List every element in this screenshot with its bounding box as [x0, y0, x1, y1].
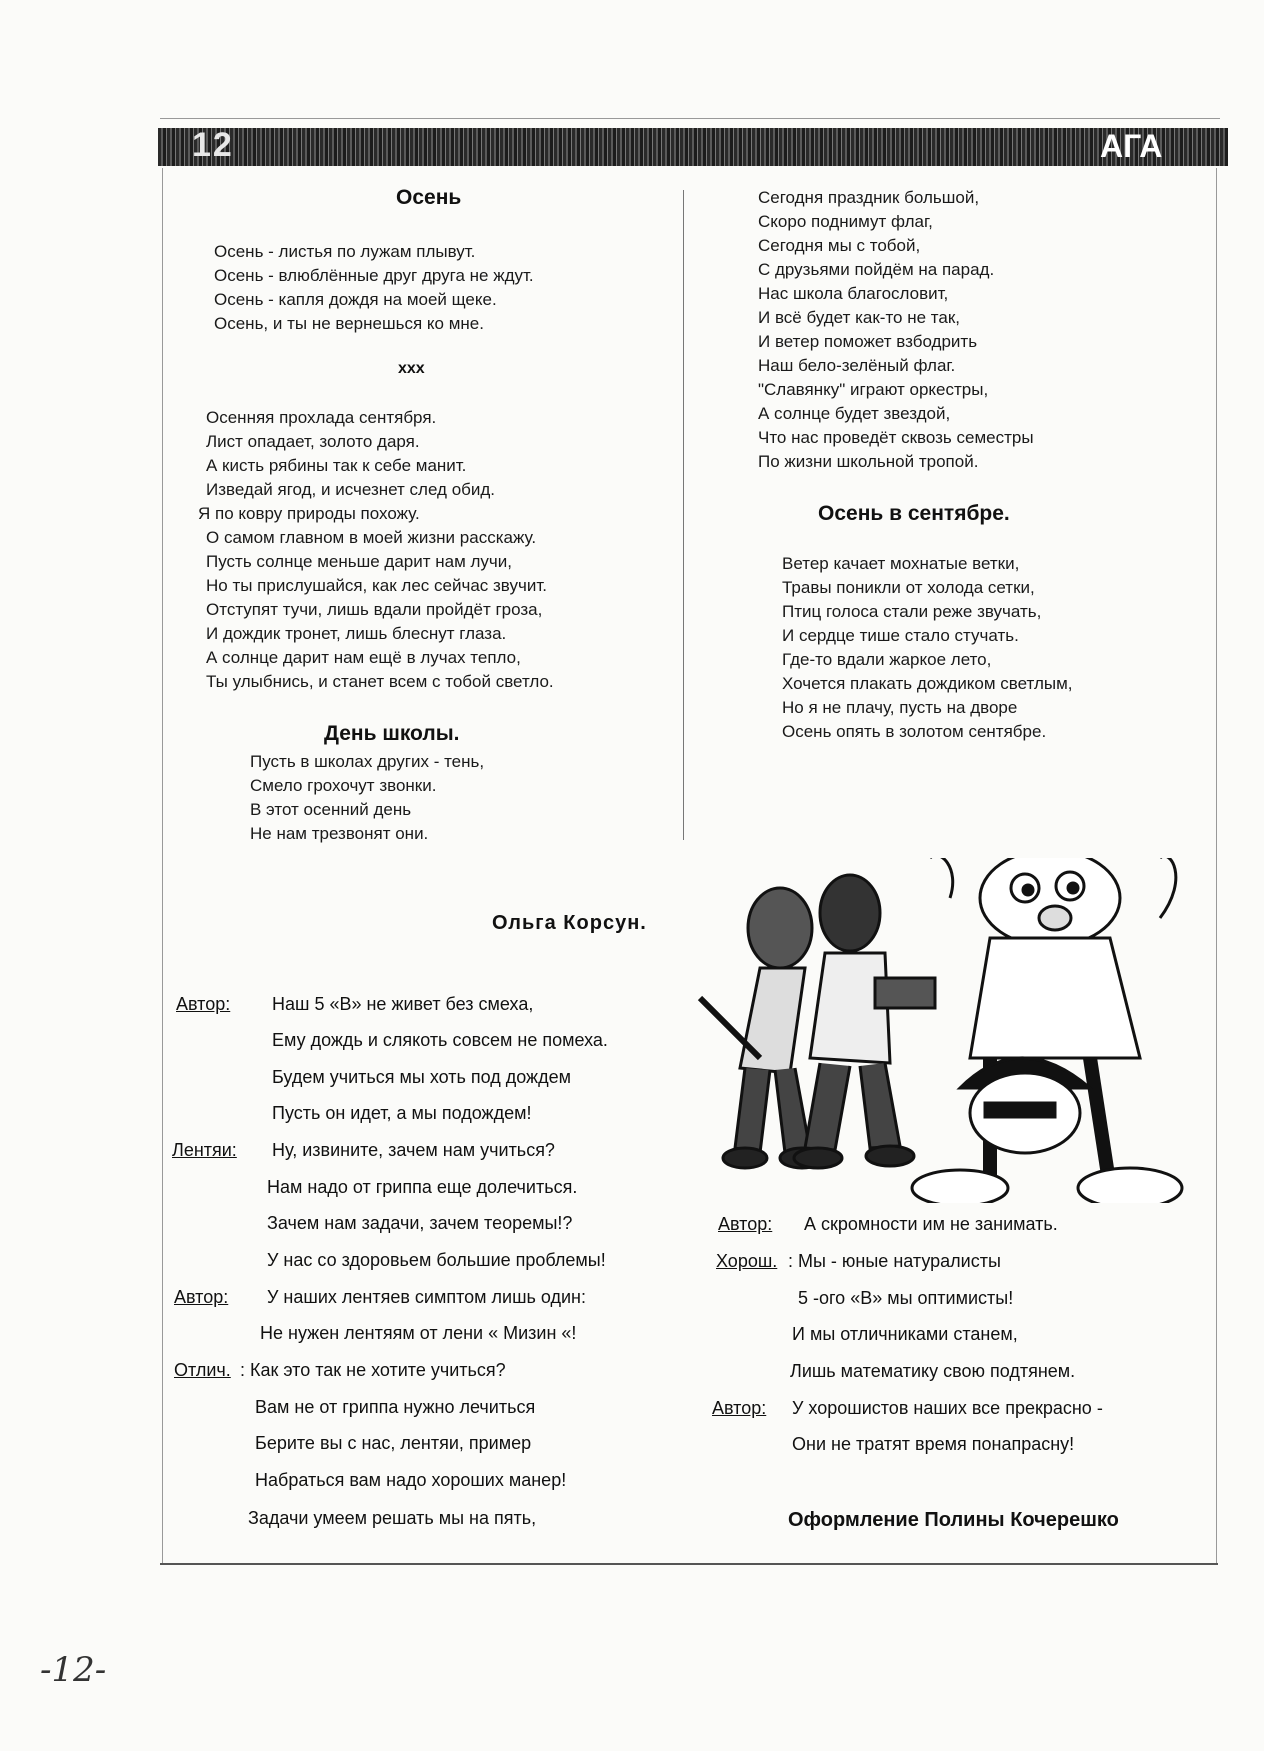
poem-line: Где-то вдали жаркое лето,: [782, 650, 992, 669]
poem-autumn: [214, 240, 534, 336]
poem-line: И дождик тронет, лишь блеснут глаза.: [206, 624, 507, 643]
poem-line: А кисть рябины так к себе манит.: [206, 456, 467, 475]
speaker-label: Автор:: [718, 1214, 773, 1234]
poem-title-autumn: Осень: [396, 186, 462, 209]
play-line: Ему дождь и слякоть совсем не помеха.: [272, 1030, 608, 1050]
speaker-label: Лентяи:: [172, 1140, 237, 1160]
poem-holiday: [758, 186, 1034, 474]
poem-line: С друзьями пойдём на парад.: [758, 260, 995, 279]
play-line: Будем учиться мы хоть под дождем: [272, 1067, 571, 1087]
poem-line: Изведай ягод, и исчезнет след обид.: [206, 480, 496, 499]
poem-line: Скоро поднимут флаг,: [758, 212, 933, 231]
play-line: Пусть он идет, а мы подождем!: [272, 1103, 532, 1123]
poem-line: И ветер поможет взбодрить: [758, 332, 978, 351]
play-line: У наших лентяев симптом лишь один:: [267, 1287, 586, 1307]
poem-line: Я по ковру природы похожу.: [198, 504, 420, 523]
speaker-label: Автор:: [176, 994, 231, 1014]
poem-line: В этот осенний день: [250, 800, 412, 819]
author-signature: Ольга Корсун.: [492, 912, 647, 934]
poem-september: [198, 406, 554, 694]
poem-title-autumn-september: Осень в сентябре.: [818, 502, 1010, 525]
poem-line: Ветер качает мохнатые ветки,: [782, 554, 1020, 573]
play-line: Зачем нам задачи, зачем теоремы!?: [267, 1213, 573, 1233]
poem-line: Но я не плачу, пусть на дворе: [782, 698, 1018, 717]
play-line: Наш 5 «В» не живет без смеха,: [272, 994, 534, 1014]
page-number: 12: [192, 126, 234, 164]
separator: xxx: [398, 360, 425, 377]
poem-line: Осень - влюблённые друг друга не ждут.: [214, 266, 534, 285]
poem-line: О самом главном в моей жизни расскажу.: [206, 528, 537, 547]
poem-line: И всё будет как-то не так,: [758, 308, 960, 327]
header-rule: [160, 118, 1220, 119]
poem-line: Сегодня мы с тобой,: [758, 236, 921, 255]
play-line: И мы отличниками станем,: [792, 1324, 1018, 1344]
poem-line: Травы поникли от холода сетки,: [782, 578, 1035, 597]
play-line: Нам надо от гриппа еще долечиться.: [267, 1177, 578, 1197]
play-line: У хорошистов наших все прекрасно -: [792, 1398, 1103, 1418]
masthead: АГА: [1100, 128, 1163, 164]
poem-school-day: [250, 750, 484, 846]
poem-line: А солнце будет звездой,: [758, 404, 951, 423]
poem-line: Осень - листья по лужам плывут.: [214, 242, 476, 261]
poem-line: Наш бело-зелёный флаг.: [758, 356, 956, 375]
poem-line: Осень - капля дождя на моей щеке.: [214, 290, 497, 309]
design-credit: Оформление Полины Кочерешко: [788, 1509, 1119, 1531]
speaker-label: Отлич.: [174, 1360, 231, 1380]
poem-line: Нас школа благословит,: [758, 284, 949, 303]
poem-line: Ты улыбнись, и станет всем с тобой светло.: [206, 672, 554, 691]
play-line: Не нужен лентяям от лени « Мизин «!: [260, 1323, 577, 1343]
poem-line: Осень опять в золотом сентябре.: [782, 722, 1047, 741]
poem-line: Осенняя прохлада сентября.: [206, 408, 437, 427]
poem-autumn-september: [782, 552, 1073, 744]
poem-line: По жизни школьной тропой.: [758, 452, 979, 471]
play-line: : Мы - юные натуралисты: [788, 1251, 1001, 1271]
poem-line: А солнце дарит нам ещё в лучах тепло,: [206, 648, 521, 667]
poem-line: Сегодня праздник большой,: [758, 188, 980, 207]
play-line: Набраться вам надо хороших манер!: [255, 1470, 567, 1490]
play-line: У нас со здоровьем большие проблемы!: [267, 1250, 606, 1270]
poem-title-school-day: День школы.: [324, 722, 460, 745]
speaker-label: Автор:: [712, 1398, 767, 1418]
frame-bottom-border: [160, 1563, 1218, 1565]
poem-line: "Славянку" играют оркестры,: [758, 380, 989, 399]
cartoon-illustration: [690, 858, 1240, 1203]
play-line: Берите вы с нас, лентяи, пример: [255, 1433, 532, 1453]
column-divider: [683, 190, 684, 840]
poem-line: Смело грохочут звонки.: [250, 776, 437, 795]
handwritten-page-number: -12-: [40, 1650, 107, 1690]
play-line: : Как это так не хотите учиться?: [240, 1360, 506, 1380]
frame-left-border: [162, 168, 163, 1563]
header-bar: [158, 128, 1228, 166]
poem-line: Отступят тучи, лишь вдали пройдёт гроза,: [206, 600, 543, 619]
poem-line: Хочется плакать дождиком светлым,: [782, 674, 1073, 693]
speaker-label: Хорош.: [716, 1251, 778, 1271]
poem-line: Пусть в школах других - тень,: [250, 752, 485, 771]
poem-line: Осень, и ты не вернешься ко мне.: [214, 314, 484, 333]
play-line: Задачи умеем решать мы на пять,: [248, 1508, 537, 1528]
play-line: А скромности им не занимать.: [804, 1214, 1058, 1234]
play-line: Вам не от гриппа нужно лечиться: [255, 1397, 536, 1417]
poem-line: Птиц голоса стали реже звучать,: [782, 602, 1042, 621]
poem-line: Но ты прислушайся, как лес сейчас звучит.: [206, 576, 547, 595]
play-line: Ну, извините, зачем нам учиться?: [272, 1140, 555, 1160]
speaker-label: Автор:: [174, 1287, 229, 1307]
play-line: Они не тратят время понапрасну!: [792, 1434, 1075, 1454]
poem-line: Что нас проведёт сквозь семестры: [758, 428, 1034, 447]
play-line: Лишь математику свою подтянем.: [790, 1361, 1076, 1381]
poem-line: Лист опадает, золото даря.: [206, 432, 420, 451]
poem-line: Не нам трезвонят они.: [250, 824, 429, 843]
poem-line: Пусть солнце меньше дарит нам лучи,: [206, 552, 512, 571]
poem-line: И сердце тише стало стучать.: [782, 626, 1019, 645]
play-line: 5 -ого «В» мы оптимисты!: [798, 1288, 1014, 1308]
